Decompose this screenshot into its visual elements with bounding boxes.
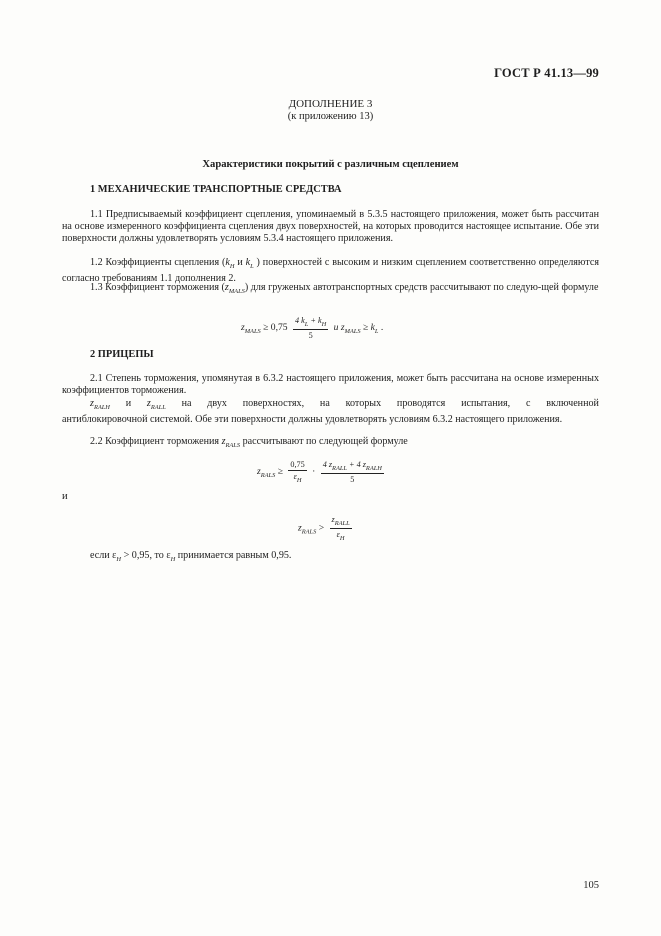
formula-rals-2: $z_{RALS}$ > $\frac{z_{RALL}}{\varepsilon_H}$: [298, 515, 350, 542]
fraction: $\frac{4 k_L + k_H}{5}$: [295, 316, 327, 340]
section1-heading: 1 МЕХАНИЧЕСКИЕ ТРАНСПОРТНЫЕ СРЕДСТВА: [90, 184, 342, 195]
formula-mals: $z_{MALS} \ge 0,75$ $\frac{4 k_L + k_H}{5}$ и $z_{MALS} \ge k_L$ .: [241, 316, 384, 340]
paragraph-2-1: 2.1 Степень торможения, упомянутая в 6.3.2 настоящего приложения, может быть рассчитана на основе измеренных коэффициентов торможения.: [62, 373, 599, 396]
page-number: 105: [583, 880, 599, 891]
appendix-subtitle: (к приложению 13): [287, 111, 374, 122]
paragraph-1-3: 1.3 Коэффициент торможения $(z_{MALS})$ для груженых автотранспортных средств рассчитывают по следую-щей формуле: [90, 282, 599, 295]
document-code: ГОСТ Р 41.13—99: [494, 66, 599, 80]
main-title: Характеристики покрытий с различным сцеплением: [202, 159, 459, 170]
paragraph-1-2: 1.2 Коэффициенты сцепления ($k_H$ и $k_L$ ) поверхностей с высоким и низким сцеплением соответственно определяются согласно требованиям 1.1 дополнения 2.: [62, 257, 599, 284]
fraction: $\frac{0,75}{\varepsilon_H}$: [290, 460, 305, 484]
note-eh: если $\varepsilon_H > 0,95$, то $\varepsilon_H$ принимается равным 0,95.: [90, 550, 292, 563]
fraction: $\frac{4 z_{RALL} + 4 z_{RALH}}{5}$: [322, 460, 382, 484]
section2-heading: 2 ПРИЦЕПЫ: [90, 349, 154, 360]
paragraph-1-1: 1.1 Предписываемый коэффициент сцепления, упоминаемый в 5.3.5 настоящего приложения, может быть рассчитан на основе измеренного коэффициента сцепления двух поверхностей, на которых проводится настоящее испытание. Обе эти поверхности должны удовлетворять условиям 5.3.4 настоящего приложения.: [62, 209, 599, 244]
paragraph-2-1-continued: $z_{RALH}$ и $z_{RALL}$ на двух поверхностях, на которых проводятся испытания, с включенной антиблокировочной системой. Обе эти поверхности должны удовлетворять условиям 6.3.2 настоящего приложения.: [62, 398, 599, 425]
paragraph-2-2: 2.2 Коэффициент торможения $z_{RALS}$ рассчитывают по следующей формуле: [90, 436, 408, 449]
formula-rals-1: $z_{RALS}$ ≥ $\frac{0,75}{\varepsilon_H}$ · $\frac{4 z_{RALL} + 4 z_{RALH}}{5}$: [257, 460, 382, 484]
conjunction-and: и: [62, 491, 68, 502]
appendix-title: ДОПОЛНЕНИЕ 3: [288, 98, 373, 110]
fraction: $\frac{z_{RALL}}{\varepsilon_H}$: [331, 515, 350, 542]
